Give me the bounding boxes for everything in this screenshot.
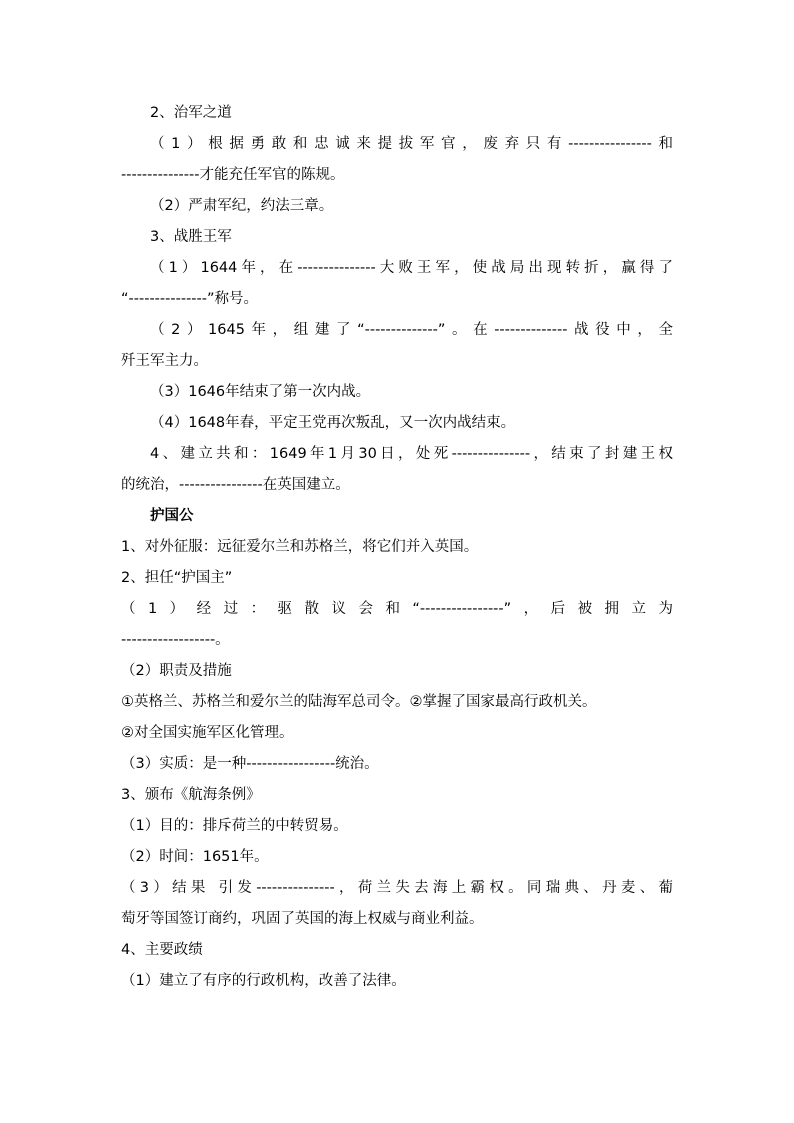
- text-line: 歼王军主力。: [121, 353, 208, 369]
- heading-zhansheng: 3、战胜王军: [150, 229, 232, 245]
- text-line: （3）1646年结束了第一次内战。: [150, 384, 371, 400]
- text-line: “---------------”称号。: [121, 291, 259, 307]
- heading-hanghai: 3、颁布《航海条例》: [121, 787, 261, 803]
- text-line: ②对全国实施军区化管理。: [121, 725, 294, 741]
- heading-huguozhu: 2、担任“护国主”: [121, 570, 233, 586]
- text-line: 4、建立共和：1649年1月30日，处死---------------，结束了封建王权: [150, 446, 673, 462]
- text-line: （2）时间：1651年。: [121, 849, 269, 865]
- text-line: （1）经过：驱散议会和“----------------”，后被拥立为: [121, 601, 673, 617]
- text-line: （3）实质：是一种-----------------统治。: [121, 756, 379, 772]
- text-line: （4）1648年春，平定王党再次叛乱，又一次内战结束。: [150, 415, 516, 431]
- heading-zhengji: 4、主要政绩: [121, 942, 203, 958]
- text-line: （1）建立了有序的行政机构，改善了法律。: [121, 973, 406, 989]
- section-title-huguogong: 护国公: [150, 508, 194, 524]
- text-line: （2）严肃军纪，约法三章。: [150, 198, 334, 214]
- text-line: （1）目的：排斥荷兰的中转贸易。: [121, 818, 348, 834]
- text-line: （1）根据勇敢和忠诚来提拔军官，废弃只有----------------和: [150, 136, 673, 152]
- text-line: 萄牙等国签订商约，巩固了英国的海上权威与商业利益。: [121, 911, 484, 927]
- text-line: （2）职责及措施: [121, 663, 232, 679]
- text-line: （3）结果 引发---------------，荷兰失去海上霸权。同瑞典、丹麦、葡: [121, 880, 673, 896]
- text-line: ①英格兰、苏格兰和爱尔兰的陆海军总司令。②掌握了国家最高行政机关。: [121, 694, 597, 710]
- text-line: 的统治，----------------在英国建立。: [121, 477, 350, 493]
- text-line: ------------------。: [121, 632, 230, 648]
- text-line: （2）1645年，组建了“--------------”。在--------------战役中，全: [150, 322, 673, 338]
- text-line: ---------------才能充任军官的陈规。: [121, 167, 345, 183]
- text-line: 1、对外征服：远征爱尔兰和苏格兰，将它们并入英国。: [121, 539, 479, 555]
- heading-zhijun: 2、治军之道: [150, 105, 232, 121]
- text-line: （1）1644年，在---------------大败王军，使战局出现转折，赢得了: [150, 260, 673, 276]
